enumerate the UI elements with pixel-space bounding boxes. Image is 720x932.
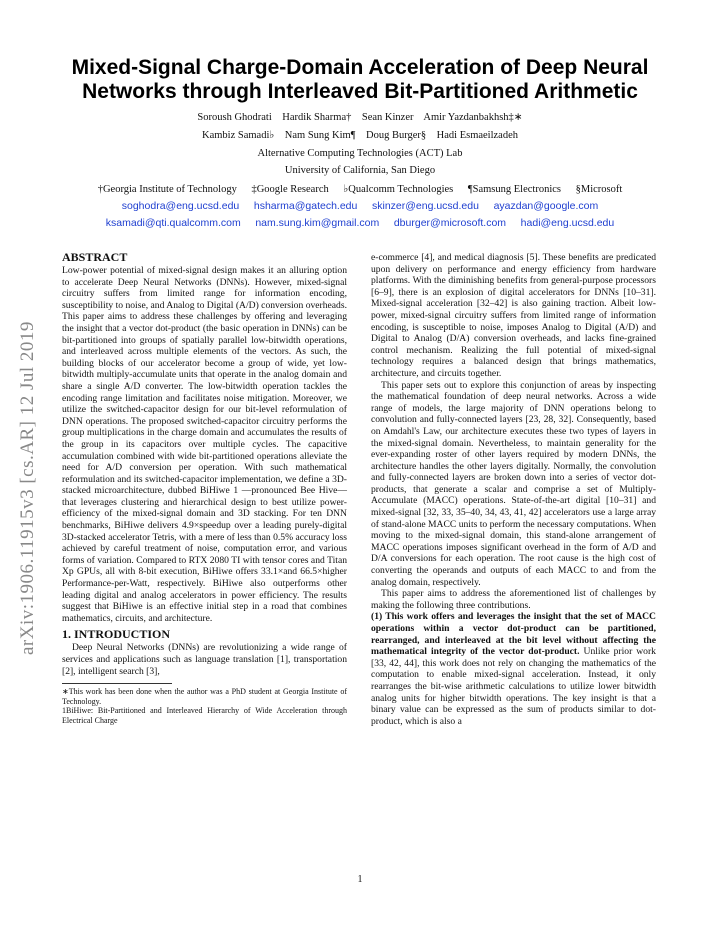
authors-line-2: Kambiz Samadi♭ Nam Sung Kim¶ Doug Burger§ Hadi Esmaeilzadeh: [202, 130, 518, 141]
email-link[interactable]: soghodra@eng.ucsd.edu: [121, 200, 240, 212]
intro-paragraph-1: e-commerce [4], and medical diagnosis [5]. These benefits are predicated upon delivery on performance and energy efficiency from hardware platforms. With the diminishing benefits from general-purpose processors [6–9], there is an explosion of digital accelerators for DNNs [10–31]. Mixed-signal acceleration [32–42] is also gaining traction. Albeit low-power, mixed-signal circuitry suffers from limited range of information encoding, is susceptible to noise, imposes Analog to Digital (A/D) and Digital to Analog (D/A) conversion overheads, and lacks fine-grained control mechanism. Realizing the full potential of mixed-signal technology requires a balanced design that brings mathematics, architecture, and circuits together.: [371, 252, 656, 379]
emails-line-2: [40, 216, 680, 231]
intro-paragraph-2: This paper sets out to explore this conjunction of areas by inspecting the mathematical foundation of deep neural networks. Across a wide range of models, the large majority of DNN operations belong to convolution and fully-connected layers [23, 28, 32]. Consequently, based on Amdahl's Law, our architecture executes these two types of layers in the mixed-signal domain. Nevertheless, to maintain generality for the ever-expanding roster of other layers required by modern DNNs, the architecture handles the other layers digitally. Normally, the convolution and fully-connected layers are broken down into a series of vector dot-products, that generate a scalar and comprise a set of Multiply-Accumulate (MACC) operations. State-of-the-art digital [10–31] and mixed-signal [32, 33, 35–40, 34, 43, 41, 42] accelerators use a large array of stand-alone MACC units to perform the necessary computations. When moving to the mixed-signal domain, this stand-alone arrangement of MACC operations imposes significant overhead in the form of A/D and D/A conversions for each operation. The root cause is the high cost of converting the operands and outputs of each MACC to and from the analog domain, respectively.: [371, 379, 656, 588]
footnote-acronym: 1BiHiwe: Bit-Partitioned and Interleaved Hierarchy of Wide Acceleration through Electrical Charge: [62, 706, 347, 725]
affiliation-item: ‡Google Research: [251, 184, 329, 195]
university-name: University of California, San Diego: [284, 165, 436, 176]
footnote-divider: [62, 683, 172, 684]
intro-paragraph-3: This paper aims to address the aforementioned list of challenges by making the following three contributions.: [371, 588, 656, 611]
email-link[interactable]: hadi@eng.ucsd.edu: [520, 217, 615, 229]
left-column: [62, 250, 347, 726]
authors-line-1: Soroush Ghodrati Hardik Sharma† Sean Kinzer Amir Yazdanbakhsh‡∗: [197, 112, 523, 123]
introduction-heading: 1. INTRODUCTION: [62, 627, 171, 642]
intro-paragraph-4: [371, 611, 656, 727]
email-link[interactable]: hsharma@gatech.edu: [253, 200, 358, 212]
affiliations: [40, 182, 680, 197]
arxiv-stamp[interactable]: arXiv:1906.11915v3 [cs.AR] 12 Jul 2019: [17, 321, 38, 655]
paper-title: Mixed-Signal Charge-Domain Acceleration of Deep Neural Networks through Interleaved Bit-Partitioned Arithmetic: [71, 56, 649, 103]
abstract-text: Low-power potential of mixed-signal design makes it an alluring option to accelerate Deep Neural Networks (DNNs). However, mixed-signal circuitry suffers from limited range for information encoding, susceptibility to noise, and Analog to Digital (A/D) conversion overheads. This paper aims to address these challenges by offering and leveraging the insight that a vector dot-product (the basic operation in DNNs) can be bit-partitioned into groups of spatially parallel low-bitwidth operations, and interleaved across multiple elements of the vectors. As such, the building blocks of our accelerator become a group of wide, yet low-bitwidth multiply-accumulate units that operate in the analog domain and share a single A/D converter. The low-bitwidth operation tackles the encoding range limitation and facilitates noise mitigation. Moreover, we utilize the switched-capacitor design for our bit-level reformulation of DNN operations. The proposed switched-capacitor circuitry performs the group multiplications in the charge domain and accumulates the results of the group in its capacitors over multiple cycles. The capacitive accumulation combined with wide bit-partitioned operations alleviate the need for A/D conversion per operation. With such mathematical reformulation and its switched-capacitor implementation, we define a 3D-stacked microarchitecture, dubbed BiHiwe 1 —pronounced Bee Hive—that leverages clustering and hierarchical design to best utilize power-efficiency of the mixed-signal domain and 3D stacking. For ten DNN benchmarks, BiHiwe delivers 4.9×speedup over a leading purely-digital 3D-stacked accelerator Tetris, with a mere of less than 0.5% accuracy loss achieved by careful treatment of noise, computation error, and various forms of variation. Compared to RTX 2080 TI with tensor cores and Titan Xp GPUs, all with 8-bit execution, BiHiwe offers 33.1×and 66.5×higher Performance-per-Watt, respectively. BiHiwe also outperforms other leading digital and analog accelerators in power efficiency. The results suggest that BiHiwe is an effective initial step in a road that combines mathematics, circuits, and architecture.: [62, 265, 347, 624]
email-link[interactable]: dburger@microsoft.com: [393, 217, 507, 229]
lab-name: Alternative Computing Technologies (ACT) Lab: [257, 148, 463, 159]
email-link[interactable]: ksamadi@qti.qualcomm.com: [105, 217, 241, 229]
emails-line-1: [40, 199, 680, 214]
contribution-1-text: Unlike prior work [33, 42, 44], this work does not rely on changing the mathematics of the computation to enable mixed-signal acceleration. Instead, it only rearranges the bit-wise arithmetic calculations to utilize lower bitwidth analog units for higher bitwidth operations. The key insight is that a binary value can be expressed as the sum of products similar to dot-product, which is also a: [371, 646, 656, 727]
email-link[interactable]: nam.sung.kim@gmail.com: [255, 217, 380, 229]
email-link[interactable]: skinzer@eng.ucsd.edu: [371, 200, 479, 212]
abstract-heading: ABSTRACT: [62, 250, 128, 264]
intro-text: Deep Neural Networks (DNNs) are revolutionizing a wide range of services and applications such as language translation [1], transportation [2], intelligent search [3],: [62, 642, 347, 677]
affiliation-item: ¶Samsung Electronics: [467, 184, 561, 195]
affiliation-item: §Microsoft: [575, 184, 623, 195]
affiliation-item: ♭Qualcomm Technologies: [343, 184, 454, 195]
affiliation-item: †Georgia Institute of Technology: [97, 184, 237, 195]
email-link[interactable]: ayazdan@google.com: [493, 200, 599, 212]
page-number: 1: [357, 874, 363, 885]
right-column: [371, 252, 656, 727]
contribution-1-bold: (1) This work offers and leverages the insight that the set of MACC operations within a vector dot-product can be partitioned, rearranged, and interleaved at the bit level without affecting the mathematical integrity of the vector dot-product.: [371, 611, 656, 658]
footnote-author: ∗This work has been done when the author was a PhD student at Georgia Institute of Technology.: [62, 687, 347, 706]
